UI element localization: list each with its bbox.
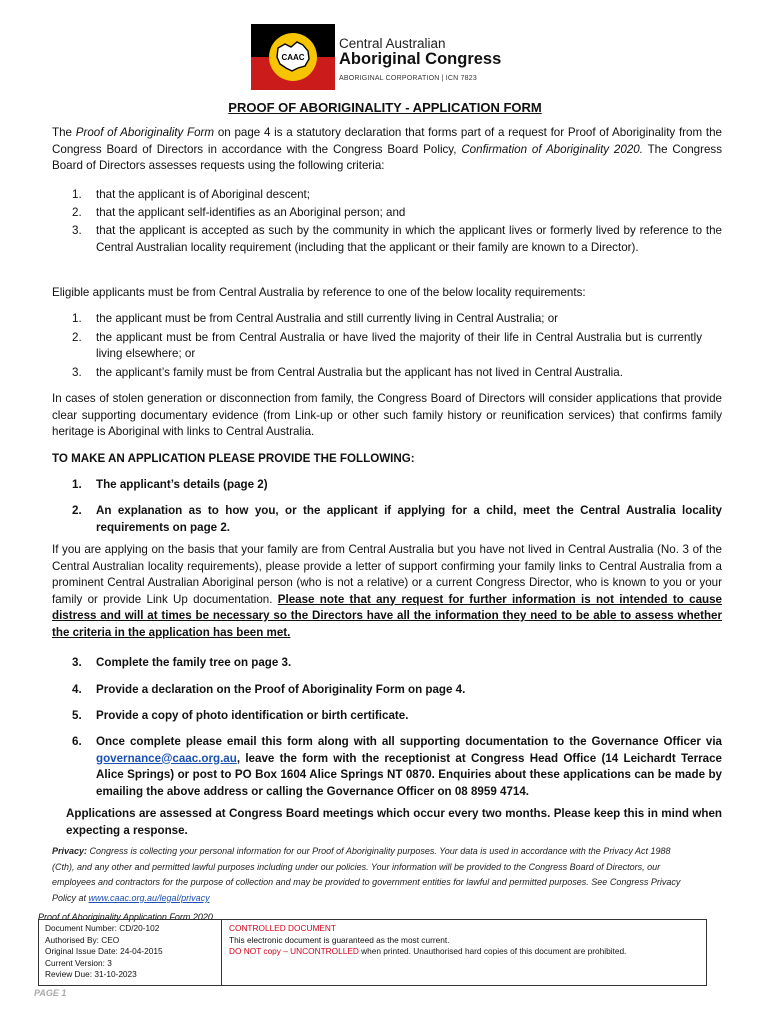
list-item: 3. that the applicant is accepted as such by the community in which the applicant lives or formerly lived by reference to the Central Australian locality requirement (including that the applicant or their family are known to a Director). bbox=[72, 224, 722, 254]
review-due: Review Due: 31-10-2023 bbox=[45, 969, 137, 980]
intro-paragraph: The Proof of Aboriginality Form on page 4 is a statutory declaration that forms part of a request for Proof of Aboriginality from the Congress Board of Directors in accordance with the Congress Board Policy, Confirmation of Aboriginality 2020. The Congress Board of Directors assesses requests using the following criteria: bbox=[52, 126, 723, 172]
step-6: 6. Once complete please email this form along with all supporting documentation to the Governance Officer via governance@caac.org.au, leave the form with the receptionist at Congress Head Office (14 Leichardt Terrace Alice Springs) or post to PO Box 1604 Alice Springs NT 0870. Enquiries about these applications can be made by emailing the above address or calling the Governance Officer on 08 8959 4714. bbox=[72, 735, 722, 798]
control-notice-cell bbox=[223, 920, 707, 985]
step-1: 1. The applicant’s details (page 2) bbox=[72, 478, 268, 491]
family-paragraph: If you are applying on the basis that your family are from Central Australia but you have not lived in Central Australia (No. 3 of the Central Australian locality requirements), please provide a letter of support confirming your family links to Central Australia from a prominent Central Australian Aboriginal person (who is not a relative) or a current Congress Director, who is known to you or your family or provide Link Up documentation. Please note that any request for further information is not intended to cause distress and will at times be necessary so the Directors have all the information they need to be able to assess whether the criteria in the application has been met. bbox=[52, 543, 722, 639]
logo-badge-text: CAAC bbox=[281, 53, 305, 62]
do-not-copy-text: DO NOT copy – UNCONTROLLED when printed. Unauthorised hard copies of this document are prohibited. bbox=[229, 946, 627, 957]
footer-form-title: Proof of Aboriginality Application Form 2020 bbox=[38, 912, 213, 922]
org-name-line3: ABORIGINAL CORPORATION | ICN 7823 bbox=[339, 75, 477, 82]
assessed-paragraph: Applications are assessed at Congress Board meetings which occur every two months. Please keep this in mind when expecting a response. bbox=[66, 807, 722, 837]
step-4: 4. Provide a declaration on the Proof of Aboriginality Form on page 4. bbox=[72, 683, 466, 696]
list-item: 2. the applicant must be from Central Australia or have lived the majority of their life in Central Australia but is currently living elsewhere; or bbox=[72, 330, 702, 360]
aboriginal-flag-icon bbox=[251, 24, 335, 90]
authorised-by: Authorised By: CEO bbox=[45, 934, 120, 945]
step-5: 5. Provide a copy of photo identification or birth certificate. bbox=[72, 709, 409, 722]
document-number: Document Number: CD/20-102 bbox=[45, 923, 160, 933]
org-name-line2: Aboriginal Congress bbox=[339, 50, 502, 68]
step-3: 3. Complete the family tree on page 3. bbox=[72, 656, 292, 669]
list-item: 1. the applicant must be from Central Australia and still currently living in Central Australia; or bbox=[72, 312, 559, 325]
org-name-line1: Central Australian bbox=[339, 36, 446, 51]
governance-email-link[interactable]: governance@caac.org.au bbox=[96, 751, 237, 765]
list-item: 2. that the applicant self-identifies as an Aboriginal person; and bbox=[72, 205, 406, 219]
document-control-table bbox=[38, 919, 707, 986]
page-title: PROOF OF ABORIGINALITY - APPLICATION FORM bbox=[228, 100, 542, 115]
locality-list bbox=[52, 311, 722, 381]
original-issue-date: Original Issue Date: 24-04-2015 bbox=[45, 946, 163, 957]
privacy-notice: Privacy: Congress is collecting your personal information for our Proof of Aboriginality purposes. Your data is used in accordance with the Privacy Act 1988 (Cth), and any other and permitted lawful purposes including under our policies. Your information will be provided to the Congress Board of Directors, our employees and contractors for the purpose of collection and may be provided to government entities for lawful and permitted purposes. See Congress Privacy Policy at www.caac.org.au/legal/privacy bbox=[52, 846, 681, 903]
eligible-paragraph: Eligible applicants must be from Central Australia by reference to one of the below locality requirements: bbox=[52, 286, 586, 299]
current-version: Current Version: 3 bbox=[45, 957, 112, 968]
page-number: PAGE 1 bbox=[34, 988, 67, 998]
controlled-document-label: CONTROLLED DOCUMENT bbox=[229, 923, 336, 933]
list-item: 1. that the applicant is of Aboriginal descent; bbox=[72, 188, 310, 201]
list-item: 3. the applicant’s family must be from Central Australia but the applicant has not lived in Central Australia. bbox=[72, 365, 623, 379]
make-application-heading: TO MAKE AN APPLICATION PLEASE PROVIDE THE FOLLOWING: bbox=[52, 452, 415, 465]
note-emphasis: Please note that any request for further information is not intended to cause distress and will at times be necessary so the Directors have all the information they need to be able to assess whether the criteria in the application has been met. bbox=[52, 592, 722, 639]
step-2: 2. An explanation as to how you, or the applicant if applying for a child, meet the Central Australia locality requirements on page 2. bbox=[72, 504, 722, 534]
criteria-list bbox=[52, 187, 722, 256]
privacy-policy-link[interactable]: www.caac.org.au/legal/privacy bbox=[88, 892, 210, 903]
guarantee-text: This electronic document is guaranteed as the most current. bbox=[229, 934, 450, 945]
document-details-cell bbox=[39, 920, 222, 985]
stolen-generation-paragraph: In cases of stolen generation or disconnection from family, the Congress Board of Directors will consider applications that provide clear supporting documentary evidence (from Link-up or other such family history or reunification services) that confirms family heritage is Aboriginal with links to Central Australia. bbox=[52, 392, 722, 438]
caac-logo bbox=[251, 24, 541, 90]
